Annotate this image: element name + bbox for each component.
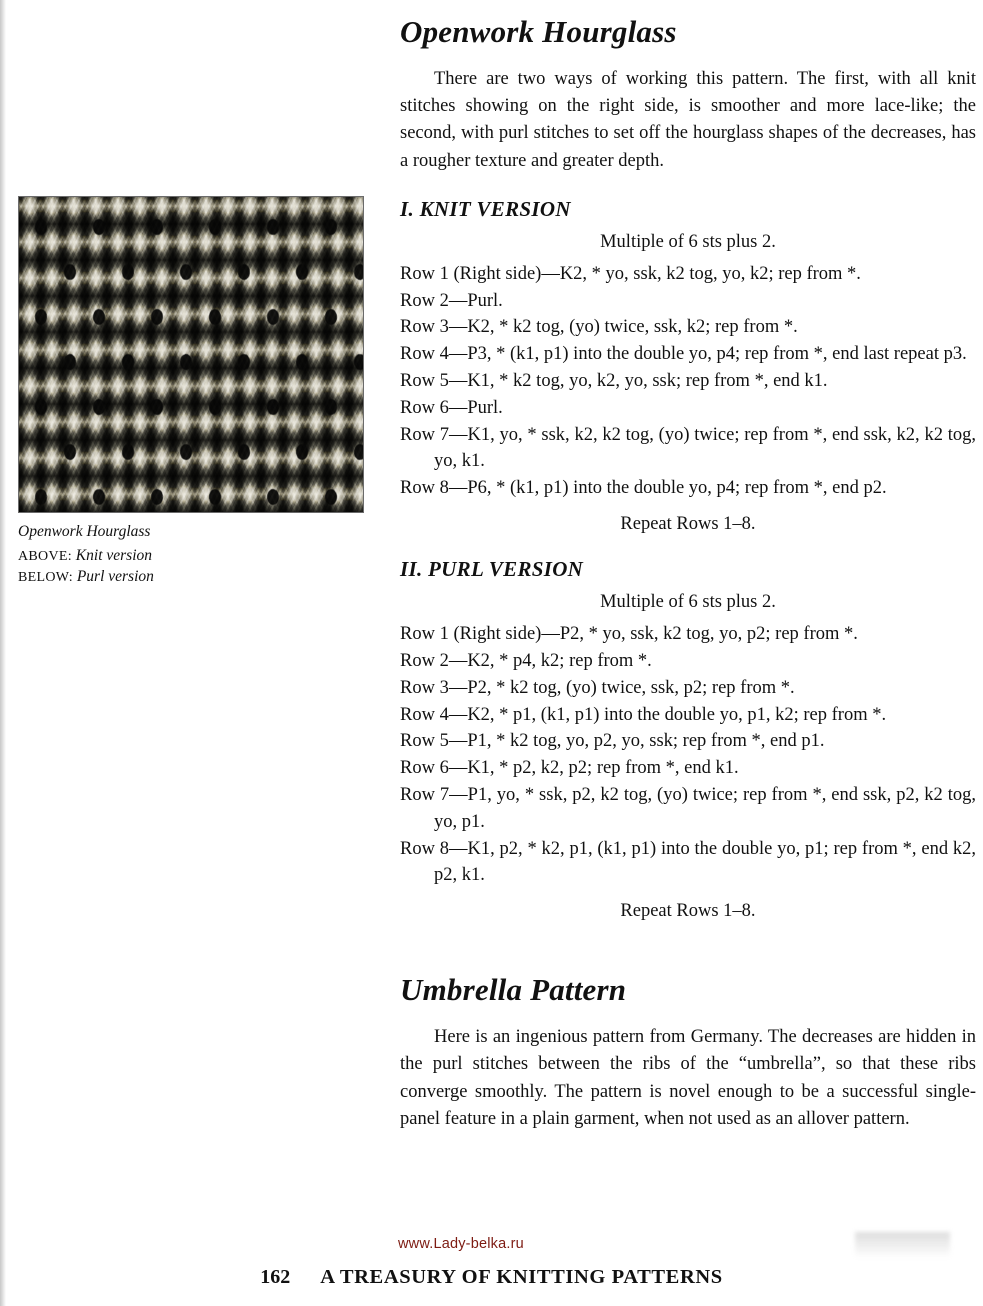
figure-caption-below bbox=[18, 567, 368, 588]
figure-caption-above-label: ABOVE: bbox=[18, 548, 72, 564]
figure-block bbox=[18, 196, 368, 588]
subsection-heading-purl: II. PURL VERSION bbox=[400, 557, 584, 582]
instruction-row: Row 2—Purl. bbox=[400, 290, 503, 311]
instruction-row: Row 1 (Right side)—K2, * yo, ssk, k2 tog, yo, k2; rep from *. bbox=[400, 263, 861, 284]
instruction-row: Row 5—K1, * k2 tog, yo, k2, yo, ssk; rep from *, end k1. bbox=[400, 371, 828, 391]
page-title: Openwork Hourglass bbox=[400, 14, 677, 49]
running-book-title: A TREASURY OF KNITTING PATTERNS bbox=[320, 1266, 723, 1288]
multiple-of-line-knit: Multiple of 6 sts plus 2. bbox=[600, 231, 776, 252]
section-intro-paragraph: There are two ways of working this pattern. The first, with all knit stitches showing on the right side, is smoother and more lace-like; the second, with purl stitches to set off the hourglass shapes of the decreases, has a rougher texture and greater depth. bbox=[400, 69, 976, 171]
page-footer bbox=[0, 1266, 983, 1289]
next-section-intro-paragraph: Here is an ingenious pattern from Germany. The decreases are hidden in the purl stitches between the ribs of the “umbrella”, so that these ribs converge smoothly. The pattern is novel enough to be a successful single-panel feature in a plain garment, when not used as an allover pattern. bbox=[400, 1027, 976, 1129]
swatch-texture-grain bbox=[19, 197, 363, 512]
instruction-rows-purl bbox=[400, 621, 976, 889]
figure-caption-title: Openwork Hourglass bbox=[18, 523, 151, 540]
instruction-rows-knit bbox=[400, 261, 976, 502]
repeat-rows-purl: Repeat Rows 1–8. bbox=[620, 901, 756, 922]
instruction-row: Row 7—K1, yo, * ssk, k2, k2 tog, (yo) twice; rep from *, end ssk, k2, k2 tog, yo, k1. bbox=[400, 424, 976, 472]
instruction-row: Row 4—P3, * (k1, p1) into the double yo, p4; rep from *, end last repeat p3. bbox=[400, 344, 967, 365]
instruction-row: Row 6—Purl. bbox=[400, 397, 503, 418]
figure-caption-below-label: BELOW: bbox=[18, 569, 73, 585]
watermark-text: www.Lady-belka.ru bbox=[398, 1236, 524, 1252]
instruction-row: Row 2—K2, * p4, k2; rep from *. bbox=[400, 650, 652, 671]
knitting-swatch-photo bbox=[18, 196, 364, 513]
next-section-title: Umbrella Pattern bbox=[400, 972, 627, 1008]
figure-caption-above-value: Knit version bbox=[75, 546, 153, 564]
subsection-heading-knit: I. KNIT VERSION bbox=[400, 196, 571, 221]
instruction-row: Row 6—K1, * p2, k2, p2; rep from *, end k1. bbox=[400, 758, 739, 779]
instruction-row: Row 5—P1, * k2 tog, yo, p2, yo, ssk; rep from *, end p1. bbox=[400, 731, 825, 752]
figure-caption-above bbox=[18, 546, 368, 567]
section-spacer bbox=[400, 926, 976, 972]
instruction-row: Row 1 (Right side)—P2, * yo, ssk, k2 tog, yo, p2; rep from *. bbox=[400, 624, 858, 645]
instruction-row: Row 3—P2, * k2 tog, (yo) twice, ssk, p2; rep from *. bbox=[400, 677, 795, 698]
page-number: 162 bbox=[260, 1266, 291, 1288]
instruction-row: Row 3—K2, * k2 tog, (yo) twice, ssk, k2; rep from *. bbox=[400, 317, 798, 338]
figure-caption-below-value: Purl version bbox=[76, 567, 154, 585]
instruction-row: Row 7—P1, yo, * ssk, p2, k2 tog, (yo) twice; rep from *, end ssk, p2, k2 tog, yo, p1. bbox=[400, 784, 976, 832]
scan-artifact bbox=[855, 1232, 950, 1258]
repeat-rows-knit: Repeat Rows 1–8. bbox=[620, 514, 756, 535]
instruction-row: Row 8—K1, p2, * k2, p1, (k1, p1) into the double yo, p1; rep from *, end k2, p2, k1. bbox=[400, 838, 976, 886]
instruction-row: Row 4—K2, * p1, (k1, p1) into the double yo, p1, k2; rep from *. bbox=[400, 704, 887, 725]
page-edge-shadow bbox=[0, 0, 6, 1306]
body-text-column bbox=[400, 14, 976, 1137]
figure-caption bbox=[18, 522, 368, 588]
instruction-row: Row 8—P6, * (k1, p1) into the double yo, p4; rep from *, end p2. bbox=[400, 478, 887, 499]
multiple-of-line-purl: Multiple of 6 sts plus 2. bbox=[600, 592, 776, 613]
